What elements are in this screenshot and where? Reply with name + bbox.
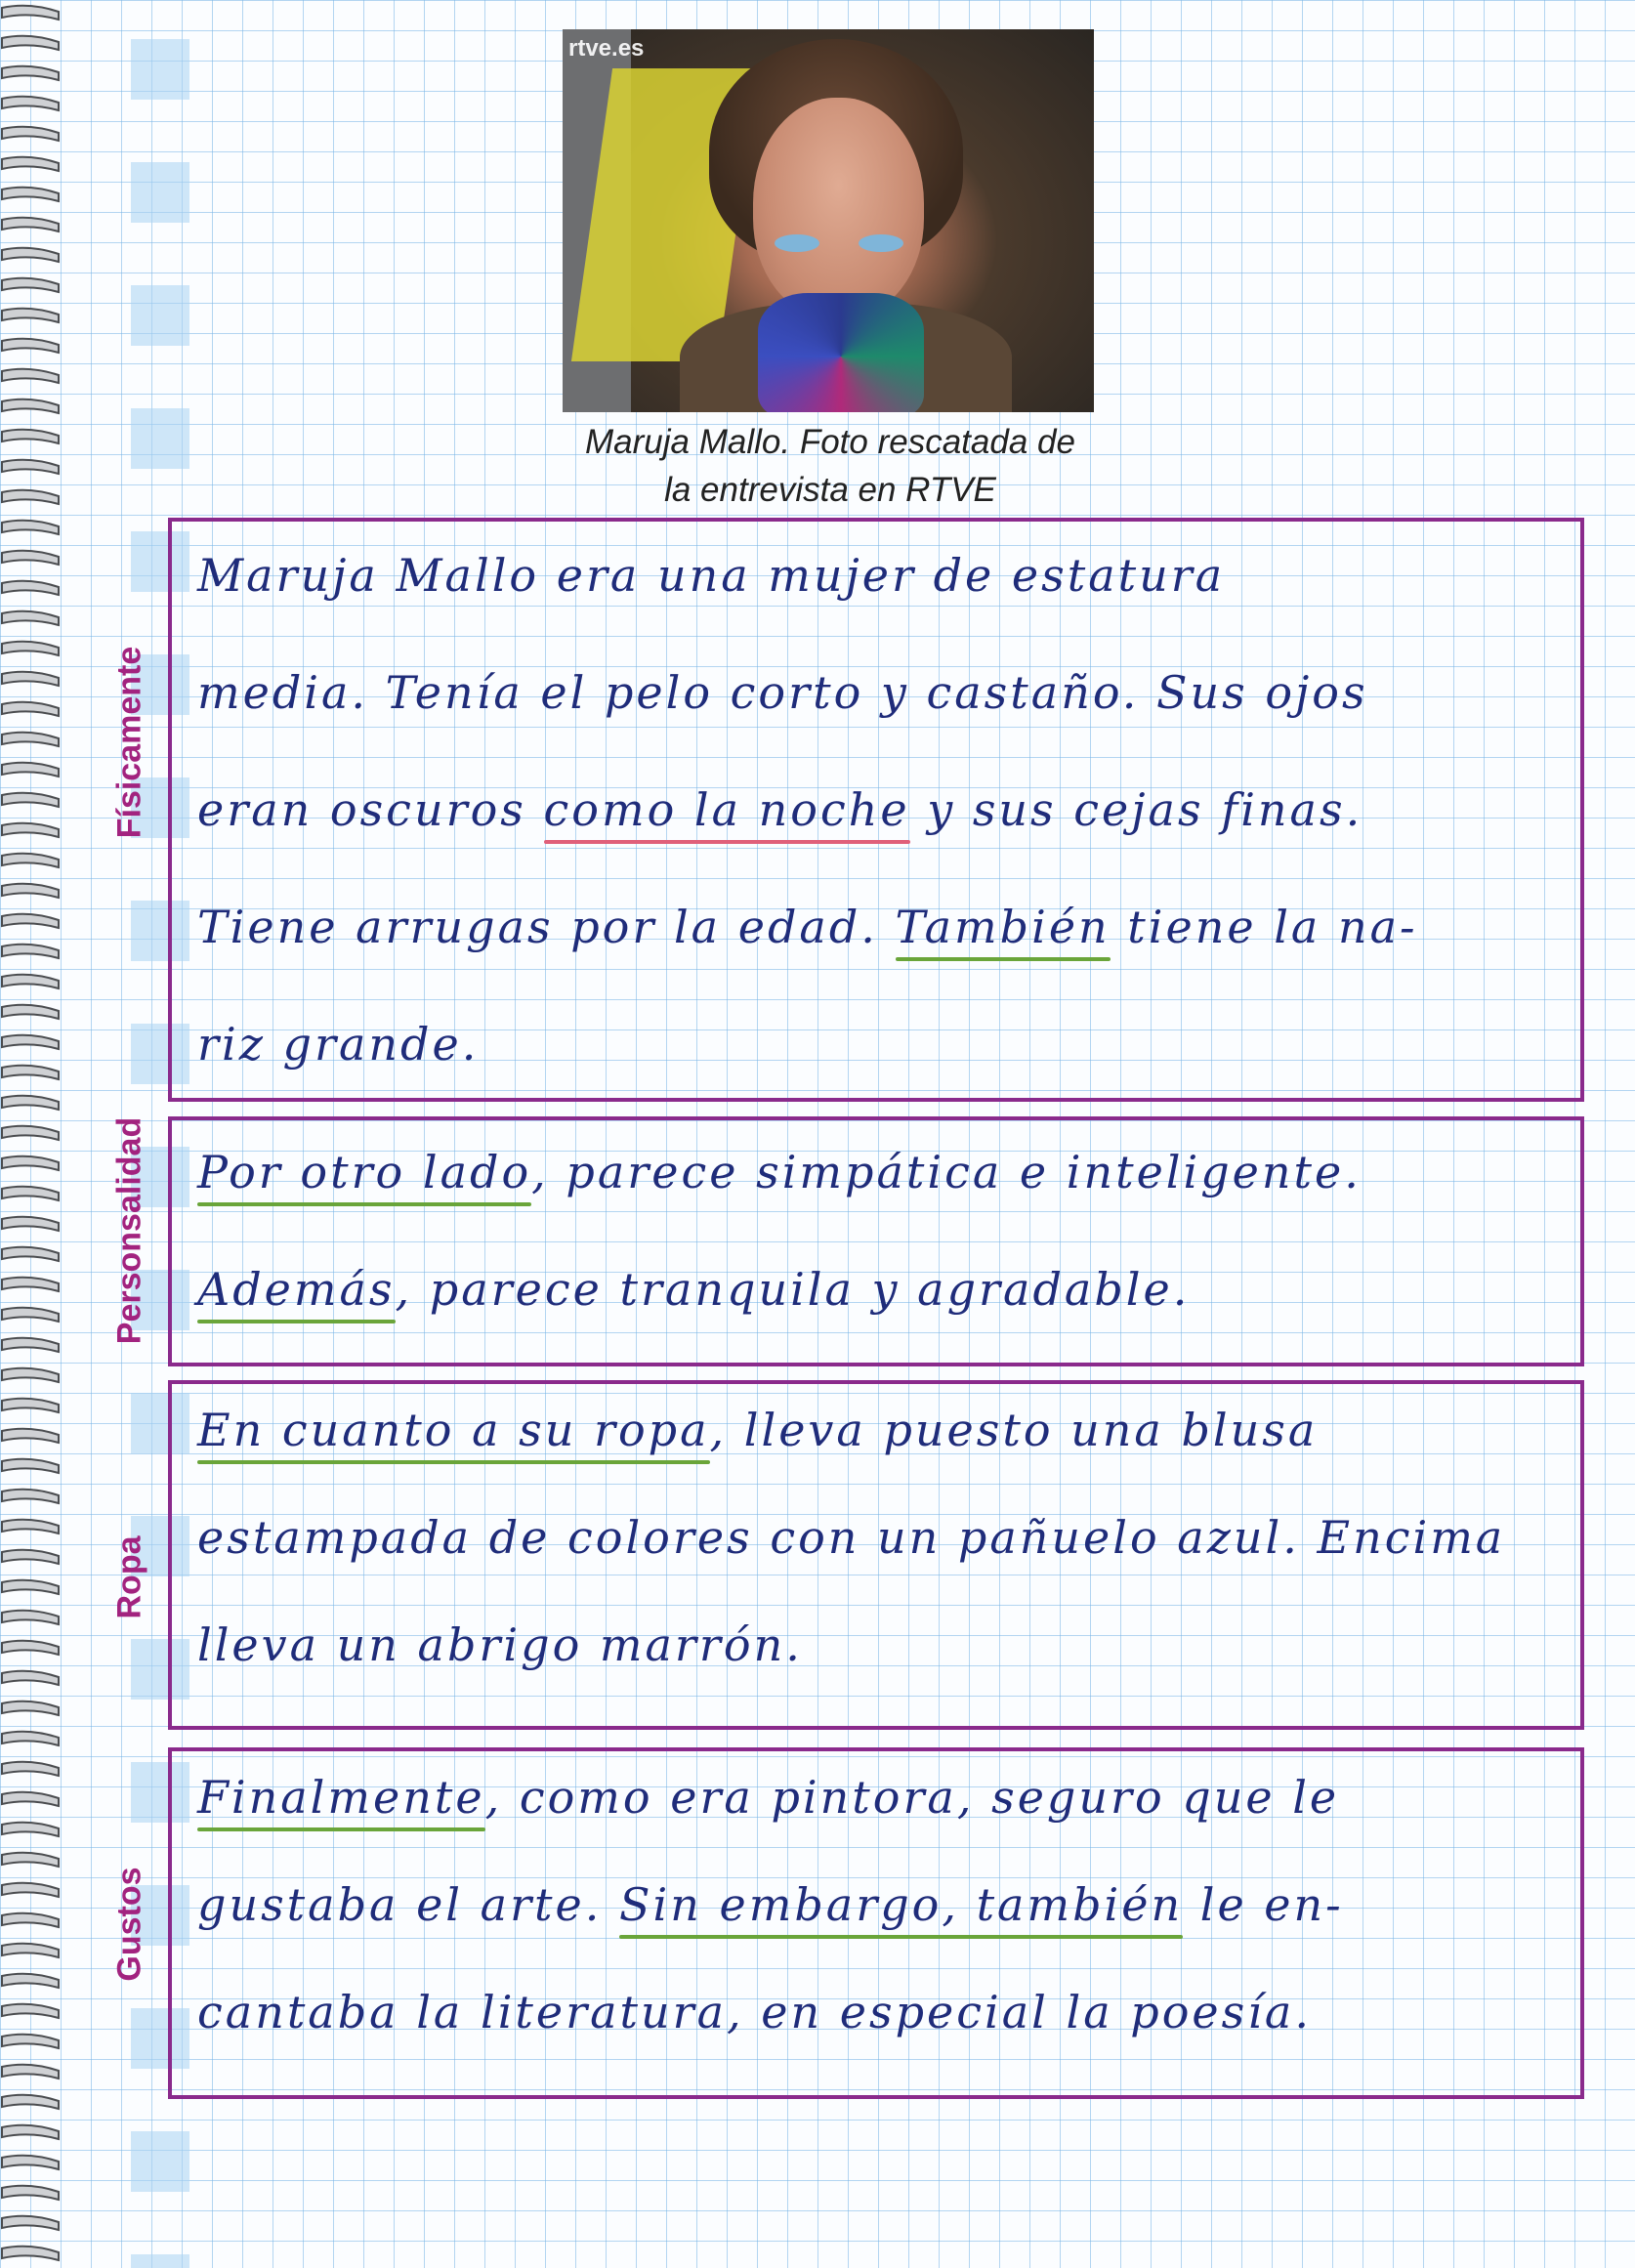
text-segment: Tiene arrugas por la edad. bbox=[197, 901, 896, 953]
spiral-ring bbox=[2, 2035, 59, 2048]
underlined-phrase: Sin embargo, también bbox=[619, 1878, 1184, 1931]
spiral-ring bbox=[2, 1853, 59, 1867]
spiral-ring bbox=[2, 1217, 59, 1231]
spiral-ring bbox=[2, 1550, 59, 1564]
underlined-phrase: Por otro lado bbox=[197, 1146, 532, 1198]
spiral-ring bbox=[2, 188, 59, 201]
spiral-ring bbox=[2, 218, 59, 231]
spiral-ring bbox=[2, 945, 59, 958]
spiral-ring bbox=[2, 1338, 59, 1352]
spiral-ring bbox=[2, 278, 59, 292]
text-segment: lleva un abrigo marrón. bbox=[197, 1618, 803, 1671]
spiral-ring bbox=[2, 97, 59, 110]
spiral-ring bbox=[2, 1005, 59, 1019]
spiral-ring bbox=[2, 339, 59, 353]
handwritten-line bbox=[197, 549, 1561, 647]
spiral-ring bbox=[2, 127, 59, 141]
spiral-ring bbox=[2, 1187, 59, 1200]
spiral-ring bbox=[2, 2156, 59, 2169]
margin-watermark bbox=[131, 408, 189, 469]
spiral-ring bbox=[2, 793, 59, 807]
underlined-phrase: Además bbox=[197, 1263, 396, 1316]
spiral-ring bbox=[2, 1580, 59, 1594]
spiral-ring bbox=[2, 1611, 59, 1624]
handwritten-line bbox=[197, 783, 1561, 881]
handwritten-line bbox=[197, 1511, 1561, 1609]
text-segment: Maruja Mallo era una mujer de estatura bbox=[197, 549, 1226, 602]
section-box-personalidad bbox=[168, 1116, 1584, 1366]
spiral-ring bbox=[2, 521, 59, 534]
text-segment: tiene la na- bbox=[1110, 901, 1418, 953]
handwritten-line bbox=[197, 1018, 1561, 1115]
spiral-ring bbox=[2, 36, 59, 50]
text-segment: cantaba la literatura, en especial la poesía. bbox=[197, 1986, 1312, 2038]
handwritten-line bbox=[197, 1771, 1561, 1869]
spiral-ring bbox=[2, 733, 59, 746]
spiral-ring bbox=[2, 369, 59, 383]
margin-watermark bbox=[131, 285, 189, 346]
spiral-ring bbox=[2, 1671, 59, 1685]
section-box-fisicamente bbox=[168, 518, 1584, 1102]
spiral-ring bbox=[2, 1944, 59, 1957]
text-segment: , parece simpática e inteligente. bbox=[531, 1146, 1362, 1198]
spiral-ring bbox=[2, 672, 59, 686]
spiral-ring bbox=[2, 2125, 59, 2139]
margin-watermark bbox=[131, 162, 189, 223]
spiral-ring bbox=[2, 1732, 59, 1745]
spiral-ring bbox=[2, 884, 59, 898]
spiral-ring bbox=[2, 1701, 59, 1715]
spiral-ring bbox=[2, 1156, 59, 1170]
handwritten-line bbox=[197, 1878, 1561, 1976]
spiral-ring bbox=[2, 1792, 59, 1806]
section-box-gustos bbox=[168, 1747, 1584, 2099]
spiral-ring bbox=[2, 823, 59, 837]
text-segment: eran oscuros bbox=[197, 783, 544, 836]
spiral-ring bbox=[2, 1429, 59, 1443]
text-segment: riz grande. bbox=[197, 1018, 480, 1071]
spiral-ring bbox=[2, 2247, 59, 2260]
spiral-ring bbox=[2, 1126, 59, 1140]
spiral-ring bbox=[2, 309, 59, 322]
spiral-ring bbox=[2, 490, 59, 504]
underlined-phrase: También bbox=[895, 901, 1111, 953]
spiral-ring bbox=[2, 611, 59, 625]
rtve-logo: rtve.es bbox=[568, 35, 645, 62]
spiral-ring bbox=[2, 157, 59, 171]
spiral-ring bbox=[2, 1278, 59, 1291]
spiral-ring bbox=[2, 1096, 59, 1110]
text-segment: , como era pintora, seguro que le bbox=[484, 1771, 1340, 1824]
spiral-ring bbox=[2, 1399, 59, 1412]
spiral-ring bbox=[2, 763, 59, 777]
text-segment: , parece tranquila y agradable. bbox=[395, 1263, 1191, 1316]
margin-watermark bbox=[131, 2131, 189, 2192]
spiral-ring bbox=[2, 702, 59, 716]
spiral-ring bbox=[2, 642, 59, 655]
underlined-phrase: Finalmente bbox=[197, 1771, 485, 1824]
spiral-ring bbox=[2, 1823, 59, 1836]
spiral-ring bbox=[2, 1490, 59, 1503]
spiral-ring bbox=[2, 2065, 59, 2079]
portrait-photo bbox=[563, 29, 1094, 412]
spiral-ring bbox=[2, 581, 59, 595]
spiral-ring bbox=[2, 551, 59, 565]
spiral-ring bbox=[2, 1368, 59, 1382]
text-segment: , lleva puesto una blusa bbox=[709, 1404, 1319, 1456]
spiral-ring bbox=[2, 854, 59, 867]
handwritten-line bbox=[197, 666, 1561, 764]
spiral-ring bbox=[2, 1974, 59, 1988]
spiral-ring bbox=[2, 1641, 59, 1655]
text-segment: estampada de colores con un pañuelo azul. Encima bbox=[197, 1511, 1506, 1564]
spiral-ring bbox=[2, 2216, 59, 2230]
underlined-phrase: como la noche bbox=[543, 783, 910, 836]
spiral-ring bbox=[2, 248, 59, 262]
section-box-ropa bbox=[168, 1380, 1584, 1730]
spiral-ring bbox=[2, 1883, 59, 1897]
spiral-ring bbox=[2, 66, 59, 80]
handwritten-line bbox=[197, 1986, 1561, 2083]
handwritten-line bbox=[197, 1146, 1561, 1243]
spiral-ring bbox=[2, 1066, 59, 1079]
spiral-ring bbox=[2, 1035, 59, 1049]
handwritten-line bbox=[197, 1404, 1561, 1501]
notebook-spiral bbox=[0, 0, 68, 2268]
spiral-ring bbox=[2, 1520, 59, 1533]
text-segment: media. Tenía el pelo corto y castaño. Sus ojos bbox=[197, 666, 1368, 719]
spiral-ring bbox=[2, 914, 59, 928]
handwritten-line bbox=[197, 1618, 1561, 1716]
margin-watermark bbox=[131, 39, 189, 100]
text-segment: le en- bbox=[1183, 1878, 1344, 1931]
spiral-ring bbox=[2, 430, 59, 443]
spiral-ring bbox=[2, 460, 59, 474]
spiral-ring bbox=[2, 2004, 59, 2018]
photo-caption bbox=[459, 418, 1201, 514]
spiral-ring bbox=[2, 2186, 59, 2200]
spiral-ring bbox=[2, 399, 59, 413]
spiral-ring bbox=[2, 1459, 59, 1473]
handwritten-line bbox=[197, 901, 1561, 998]
text-segment: gustaba el arte. bbox=[197, 1878, 620, 1931]
margin-watermark bbox=[131, 2254, 189, 2268]
text-segment: y sus cejas finas. bbox=[909, 783, 1363, 836]
spiral-ring bbox=[2, 975, 59, 988]
spiral-ring bbox=[2, 6, 59, 20]
caption-line-1: Maruja Mallo. Foto rescatada de bbox=[585, 423, 1075, 461]
handwritten-line bbox=[197, 1263, 1561, 1361]
spiral-ring bbox=[2, 1308, 59, 1322]
spiral-ring bbox=[2, 2095, 59, 2109]
spiral-ring bbox=[2, 1913, 59, 1927]
underlined-phrase: En cuanto a su ropa bbox=[197, 1404, 710, 1456]
spiral-ring bbox=[2, 1247, 59, 1261]
spiral-ring bbox=[2, 1762, 59, 1776]
caption-line-2: la entrevista en RTVE bbox=[664, 471, 996, 509]
